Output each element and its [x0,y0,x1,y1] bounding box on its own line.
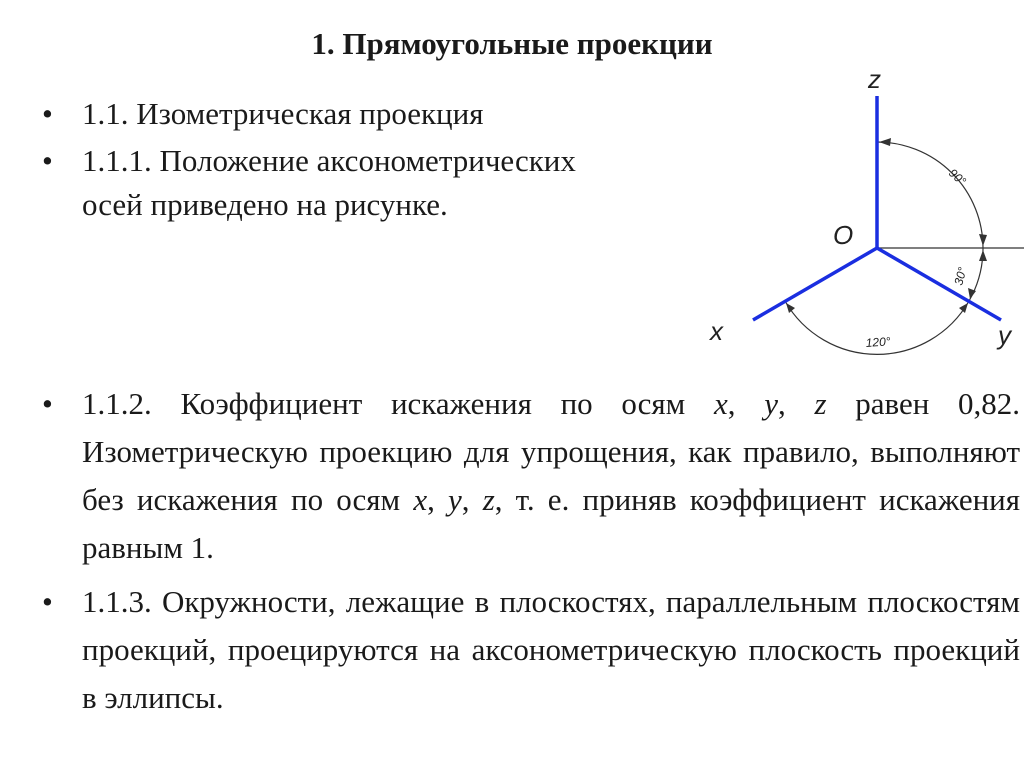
axis-z-inline: z [482,482,495,517]
bullet-distortion-coefficient [42,380,1020,572]
arrowhead-90-end [979,234,987,246]
axis-y-inline: y [764,386,778,421]
comma-separator: , [427,482,448,517]
axis-x-inline: x [713,386,728,421]
bullet-dot: • [42,96,53,131]
axis-z-inline: z [814,386,827,421]
comma-separator: , [777,386,815,421]
bullet-text: 1.1.1. Положение аксонометрических осей приведено на рисунке. [82,143,576,222]
axis-y-inline: y [448,482,462,517]
bullet-text: 1.1. Изометрическая проекция [82,96,484,131]
axis-x-inline: x [413,482,428,517]
bullet-text: 1.1.3. Окружности, лежащие в плоскостях, параллельным плоскостям проекций, проецируются на аксонометрическую плоскость проекций в эллипсы. [82,584,1020,715]
y-axis-label: y [998,320,1011,350]
bottom-bullet-list [42,380,1020,728]
top-bullet-list [42,92,642,230]
z-axis-label: z [868,64,881,94]
isometric-axes-diagram [690,62,1024,362]
angle-label-120: 120° [865,334,891,350]
arc-90-degrees [877,142,983,248]
arrowhead-30-start [979,250,987,261]
angle-label-30: 30° [951,265,970,287]
bullet-text-part: равен 0,82. Изометрическую проекцию для упрощения, как правило, выполняют без искажения по осям [82,386,1021,517]
bullet-isometric-projection [42,92,642,136]
angle-label-90: 90° [945,165,969,189]
comma-separator: , [727,386,765,421]
x-axis-label: x [710,316,723,346]
origin-label: O [833,220,854,250]
comma-separator: , [461,482,483,517]
slide-title: 1. Прямоугольные проекции [311,26,713,61]
arrowhead-120-end [786,303,795,313]
bullet-text-part: 1.1.2. Коэффициент искажения по осям [82,386,714,421]
bullet-dot: • [42,386,53,421]
arrowhead-120-start [959,303,968,313]
x-axis-line [753,248,877,320]
bullet-text-part: , т. е. приняв коэффициент искажения равным 1. [82,482,1021,565]
bullet-dot: • [42,143,53,178]
bullet-circles-ellipses [42,578,1020,722]
bullet-dot: • [42,584,53,619]
bullet-axes-position [42,139,642,227]
arrowhead-90-start [879,138,891,146]
